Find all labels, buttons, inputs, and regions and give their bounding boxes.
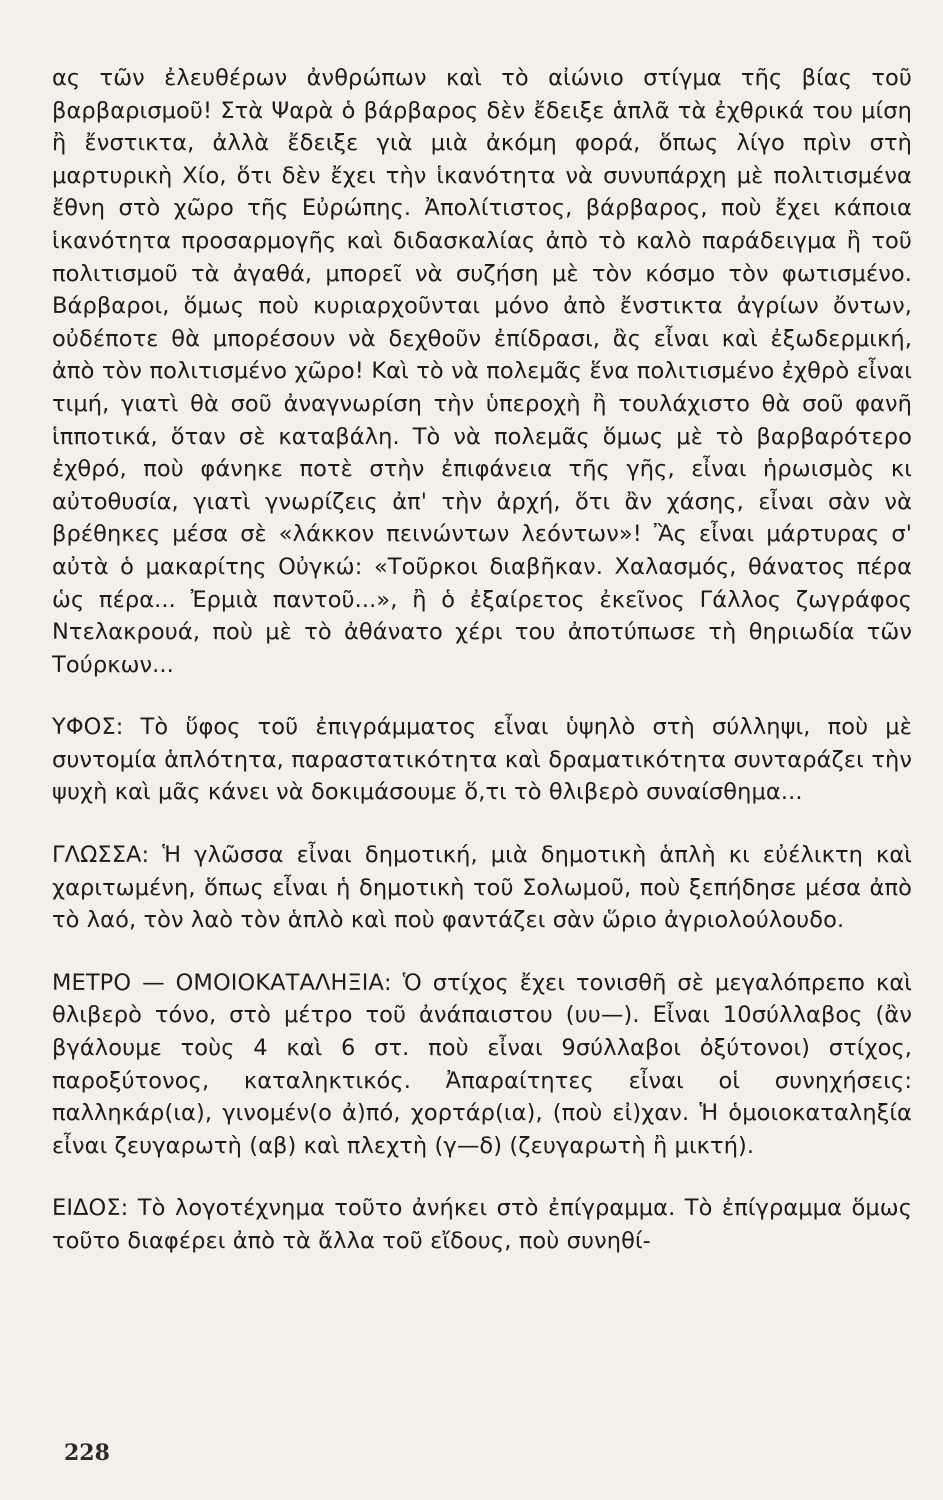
section-label-meter: ΜΕΤΡΟ — ΟΜΟΙΟΚΑΤΑΛΗΞΙΑ: xyxy=(52,969,392,996)
book-page-body xyxy=(52,62,912,1280)
paragraph-intro-text: ας τῶν ἐλευθέρων ἀνθρώπων καὶ τὸ αἰώνιο στίγμα τῆς βίας τοῦ βαρβαρισμοῦ! Στὰ Ψαρὰ ὁ βάρβαρος δὲν ἔδειξε ἁπλᾶ τὰ ἐχθρικά του μίση ἢ ἔνστικτα, ἀλλὰ ἔδειξε γιὰ μιὰ ἀκόμη φορά, ὅπως λίγο πρὶν στὴ μαρτυρικὴ Χίο, ὅτι δὲν ἔχει τὴν ἱκανότητα νὰ συνυπάρχη μὲ πολιτισμένα ἔθνη στὸ χῶρο τῆς Εὐρώπης. Ἀπολίτιστος, βάρβαρος, ποὺ ἔχει κάποια ἱκανότητα προσαρμογῆς καὶ διδασκαλίας ἀπὸ τὸ καλὸ παράδειγμα ἢ τοῦ πολιτισμοῦ τὰ ἀγαθά, μπορεῖ νὰ συζήση μὲ τὸν κόσμο τὸν φωτισμένο. Βάρβαροι, ὅμως ποὺ κυριαρχοῦνται μόνο ἀπὸ ἔνστικτα ἀγρίων ὄντων, οὐδέποτε θὰ μπορέσουν νὰ δεχθοῦν ἐπίδρασι, ἂς εἶναι καὶ ἐξωδερμική, ἀπὸ τὸν πολιτισμένο χῶρο! Καὶ τὸ νὰ πολεμᾶς ἕνα πολιτισμένο ἐχθρὸ εἶναι τιμή, γιατὶ θὰ σοῦ ἀναγνωρίση τὴν ὑπεροχὴ ἢ τουλάχιστο θὰ σοῦ φανῆ ἱπποτικά, ὅταν σὲ καταβάλη. Τὸ νὰ πολεμᾶς ὅμως μὲ τὸ βαρβαρότερο ἐχθρό, ποὺ φάνηκε ποτὲ στὴν ἐπιφάνεια τῆς γῆς, εἶναι ἡρωισμὸς κι αὐτοθυσία, γιατὶ γνωρίζεις ἀπ' τὴν ἀρχή, ὅτι ἂν χάσης, εἶναι σὰν νὰ βρέθηκες μέσα σὲ «λάκκον πεινώντων λεόντων»! Ἂς εἶναι μάρτυρας σ' αὐτὰ ὁ μακαρίτης Οὐγκώ: «Τοῦρκοι διαβῆκαν. Χαλασμός, θάνατος πέρα ὡς πέρα... Ἐρμιὰ παντοῦ...», ἢ ὁ ἐξαίρετος ἐκεῖνος Γάλλος ζωγράφος Ντελακρουά, ποὺ μὲ τὸ ἀθάνατο χέρι του ἀποτύπωσε τὴ θηριωδία τῶν Τούρκων... xyxy=(52,65,912,678)
paragraph-meter-text: Ὁ στίχος ἔχει τονισθῆ σὲ μεγαλόπρεπο καὶ θλιβερὸ τόνο, στὸ μέτρο τοῦ ἀνάπαιστου (υυ—). Εἶναι 10σύλλαβος (ἂν βγάλουμε τοὺς 4 καὶ 6 στ. ποὺ εἶναι 9σύλλαβοι ὀξύτονοι) στίχος, παροξύτονος, καταληκτικός. Ἀπαραίτητες εἶναι οἱ συνηχήσεις: παλληκάρ(ια), γινομέν(ο ἀ)πό, χορτάρ(ια), (ποὺ εἰ)χαν. Ἡ ὁμοιοκαταληξία εἶναι ζευγαρωτὴ (αβ) καὶ πλεχτὴ (γ—δ) (ζευγαρωτὴ ἢ μικτή). xyxy=(52,969,912,1159)
paragraph-intro xyxy=(52,62,912,681)
paragraph-style xyxy=(52,711,912,809)
paragraph-language-text: Ἡ γλῶσσα εἶναι δημοτική, μιὰ δημοτικὴ ἁπλὴ κι εὐέλικτη καὶ χαριτωμένη, ὅπως εἶναι ἡ δημοτικὴ τοῦ Σολωμοῦ, ποὺ ξεπήδησε μέσα ἀπὸ τὸ λαό, τὸν λαὸ τὸν ἁπλὸ καὶ ποὺ φαντάζει σὰν ὥριο ἀγριολούλουδο. xyxy=(52,842,912,934)
paragraph-genre xyxy=(52,1192,912,1257)
paragraph-genre-text: Τὸ λογοτέχνημα τοῦτο ἀνήκει στὸ ἐπίγραμμα. Τὸ ἐπίγραμμα ὅμως τοῦτο διαφέρει ἀπὸ τὰ ἄλλα τοῦ εἴδους, ποὺ συνηθί- xyxy=(52,1195,912,1254)
paragraph-meter xyxy=(52,967,912,1163)
paragraph-style-text: Τὸ ὕφος τοῦ ἐπιγράμματος εἶναι ὑψηλὸ στὴ σύλληψι, ποὺ μὲ συντομία ἁπλότητα, παραστατικότητα καὶ δραματικότητα συνταράζει τὴν ψυχὴ καὶ μᾶς κάνει νὰ δοκιμάσουμε ὅ,τι τὸ θλιβερὸ συναίσθημα... xyxy=(52,714,912,806)
section-label-genre: ΕΙΔΟΣ: xyxy=(52,1195,129,1222)
section-label-style: ΥΦΟΣ: xyxy=(52,714,124,741)
paragraph-language xyxy=(52,839,912,937)
page-number: 228 xyxy=(64,1440,110,1466)
section-label-language: ΓΛΩΣΣΑ: xyxy=(52,842,150,869)
